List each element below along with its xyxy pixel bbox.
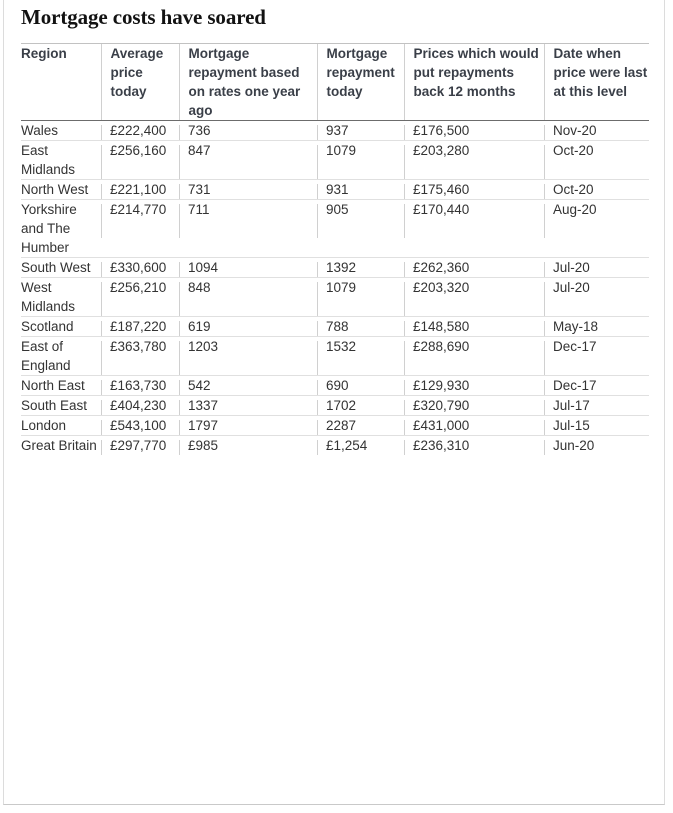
table-row [21,396,649,416]
cell-price-back-12-months: £148,580 [404,317,544,337]
cell-date-last-at-level: Jul-20 [544,278,649,317]
cell-price-back-12-months: £236,310 [404,436,544,456]
cell-region: Yorkshire and The Humber [21,200,101,258]
table-header [21,44,649,121]
cell-region: Great Britain [21,438,97,453]
cell-repayment-today: 1079 [317,141,404,180]
cell-region: East of England [21,337,101,376]
cell-date-last-at-level: Nov-20 [544,121,649,141]
cell-average-price-today: £256,160 [101,141,179,180]
cell-average-price-today: £214,770 [101,200,179,258]
table-row [21,376,649,396]
cell-date-last-at-level: Jul-17 [544,396,649,416]
cell-repayment-today: 1079 [317,278,404,317]
cell-region: South West [21,258,101,278]
column-header-average-price-today: Average price today [101,44,179,121]
cell-repayment-one-year-ago: 848 [179,278,317,317]
column-header-region: Region [21,44,101,121]
cell-repayment-today: 690 [317,376,404,396]
page-title: Mortgage costs have soared [21,5,266,29]
cell-repayment-one-year-ago: 1094 [179,258,317,278]
cell-average-price-today: £222,400 [101,121,179,141]
cell-date-last-at-level: May-18 [544,317,649,337]
cell-repayment-one-year-ago: 1337 [179,396,317,416]
cell-price-back-12-months: £288,690 [404,337,544,376]
cell-repayment-one-year-ago: £985 [179,436,317,456]
cell-repayment-one-year-ago: 542 [179,376,317,396]
cell-repayment-one-year-ago: 619 [179,317,317,337]
cell-price-back-12-months: £203,280 [404,141,544,180]
cell-price-back-12-months: £170,440 [404,200,544,258]
cell-average-price-today: £330,600 [101,258,179,278]
cell-repayment-today: 905 [317,200,404,258]
cell-price-back-12-months: £262,360 [404,258,544,278]
cell-repayment-one-year-ago: 847 [179,141,317,180]
cell-region: East Midlands [21,141,101,180]
cell-date-last-at-level: Oct-20 [544,141,649,180]
figure-container [3,0,665,805]
cell-average-price-today: £404,230 [101,396,179,416]
cell-date-last-at-level: Jul-15 [544,416,649,436]
cell-price-back-12-months: £129,930 [404,376,544,396]
cell-average-price-today: £363,780 [101,337,179,376]
column-header-date-last-at-level: Date when price were last at this level [544,44,649,121]
table-header-row [21,44,649,121]
cell-price-back-12-months: £203,320 [404,278,544,317]
cell-average-price-today: £221,100 [101,180,179,200]
cell-repayment-one-year-ago: 736 [179,121,317,141]
cell-average-price-today: £543,100 [101,416,179,436]
table-row [21,416,649,436]
cell-average-price-today: £256,210 [101,278,179,317]
column-header-repayment-one-year-ago: Mortgage repayment based on rates one year ago [179,44,317,121]
cell-date-last-at-level: Dec-17 [544,376,649,396]
cell-price-back-12-months: £431,000 [404,416,544,436]
table-row [21,121,649,141]
cell-repayment-today: 1532 [317,337,404,376]
cell-price-back-12-months: £320,790 [404,396,544,416]
table-row [21,436,649,456]
table-row [21,200,649,258]
table-row [21,180,649,200]
cell-repayment-today: 1392 [317,258,404,278]
cell-date-last-at-level: Dec-17 [544,337,649,376]
table-row [21,141,649,180]
cell-average-price-today: £297,770 [101,436,179,456]
cell-repayment-one-year-ago: 711 [179,200,317,258]
table-row [21,317,649,337]
cell-region: South East [21,396,101,416]
table-row [21,278,649,317]
cell-repayment-today: 1702 [317,396,404,416]
cell-repayment-today: 931 [317,180,404,200]
cell-date-last-at-level: Jul-20 [544,258,649,278]
cell-average-price-today: £187,220 [101,317,179,337]
cell-repayment-one-year-ago: 1203 [179,337,317,376]
cell-repayment-today: 937 [317,121,404,141]
cell-region: North East [21,376,101,396]
cell-price-back-12-months: £175,460 [404,180,544,200]
cell-repayment-today: 788 [317,317,404,337]
cell-region: North West [21,180,101,200]
column-header-price-back-12-months: Prices which would put repayments back 12 months [404,44,544,121]
cell-date-last-at-level: Aug-20 [544,200,649,258]
cell-price-back-12-months: £176,500 [404,121,544,141]
cell-repayment-one-year-ago: 1797 [179,416,317,436]
mortgage-costs-table [21,44,649,455]
table-row [21,258,649,278]
cell-date-last-at-level: Jun-20 [544,436,649,456]
cell-repayment-today: 2287 [317,416,404,436]
table-body [21,121,649,456]
cell-region: West Midlands [21,278,101,317]
cell-region: Scotland [21,317,101,337]
table-row [21,337,649,376]
column-header-repayment-today: Mortgage repayment today [317,44,404,121]
cell-date-last-at-level: Oct-20 [544,180,649,200]
cell-region: Wales [21,121,101,141]
cell-average-price-today: £163,730 [101,376,179,396]
cell-region: London [21,416,101,436]
cell-repayment-one-year-ago: 731 [179,180,317,200]
figure-inner [21,0,649,455]
cell-repayment-today: £1,254 [317,436,404,456]
